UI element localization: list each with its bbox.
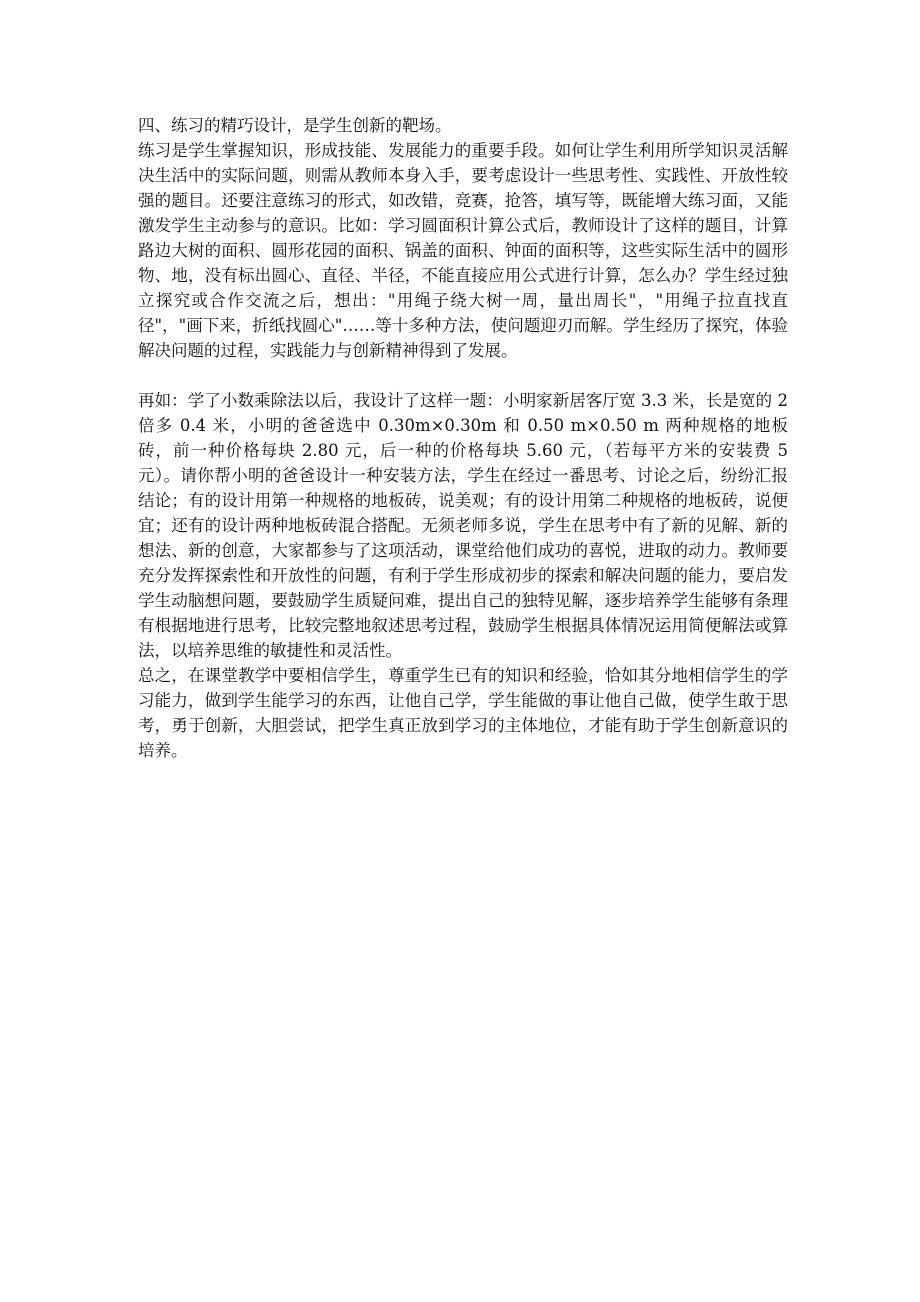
paragraph-spacer [138, 363, 788, 388]
section-heading: 四、练习的精巧设计，是学生创新的靶场。 [138, 116, 452, 135]
paragraph-conclusion: 总之，在课堂教学中要相信学生，尊重学生已有的知识和经验，恰如其分地相信学生的学习能力，做到学生能学习的东西，让他自己学，学生能做的事让他自己做，使学生敢于思考，勇于创新，大胆尝试，把学生真正放到学习的主体地位，才能有助于学生创新意识的培养。 [138, 666, 788, 760]
paragraph-floor-tile-example: 再如：学了小数乘除法以后，我设计了这样一题：小明家新居客厅宽 3.3 米，长是宽的 2 倍多 0.4 米，小明的爸爸选中 0.30m×0.30m 和 0.50 m×0.50 m 两种规格的地板砖，前一种价格每块 2.80 元，后一种的价格每块 5.60 元，（若每平方米的安装费 5 元）。请你帮小明的爸爸设计一种安装方法，学生在经过一番思考、讨论之后，纷纷汇报结论；有的设计用第一种规格的地板砖，说美观；有的设计用第二种规格的地板砖，说便宜；还有的设计两种地板砖混合搭配。无须老师多说，学生在思考中有了新的见解、新的想法、新的创意，大家都参与了这项活动，课堂给他们成功的喜悦，进取的动力。教师要充分发挥探索性和开放性的问题，有利于学生形成初步的探索和解决问题的能力，要启发学生动脑想问题，要鼓励学生质疑问难，提出自己的独特见解，逐步培养学生能够有条理有根据地进行思考，比较完整地叙述思考过程，鼓励学生根据具体情况运用简便解法或算法，以培养思维的敏捷性和灵活性。 [138, 391, 788, 660]
document-body [138, 113, 788, 763]
paragraph-practice-design: 练习是学生掌握知识，形成技能、发展能力的重要手段。如何让学生利用所学知识灵活解决生活中的实际问题，则需从教师本身入手，要考虑设计一些思考性、实践性、开放性较强的题目。还要注意练习的形式，如改错，竞赛，抢答，填写等，既能增大练习面，又能激发学生主动参与的意识。比如：学习圆面积计算公式后，教师设计了这样的题目，计算路边大树的面积、圆形花园的面积、锅盖的面积、钟面的面积等，这些实际生活中的圆形物、地，没有标出圆心、直径、半径，不能直接应用公式进行计算，怎么办？学生经过独立探究或合作交流之后，想出："用绳子绕大树一周，量出周长"，"用绳子拉直找直径"，"画下来，折纸找圆心"……等十多种方法，使问题迎刃而解。学生经历了探究，体验解决问题的过程，实践能力与创新精神得到了发展。 [138, 141, 788, 360]
